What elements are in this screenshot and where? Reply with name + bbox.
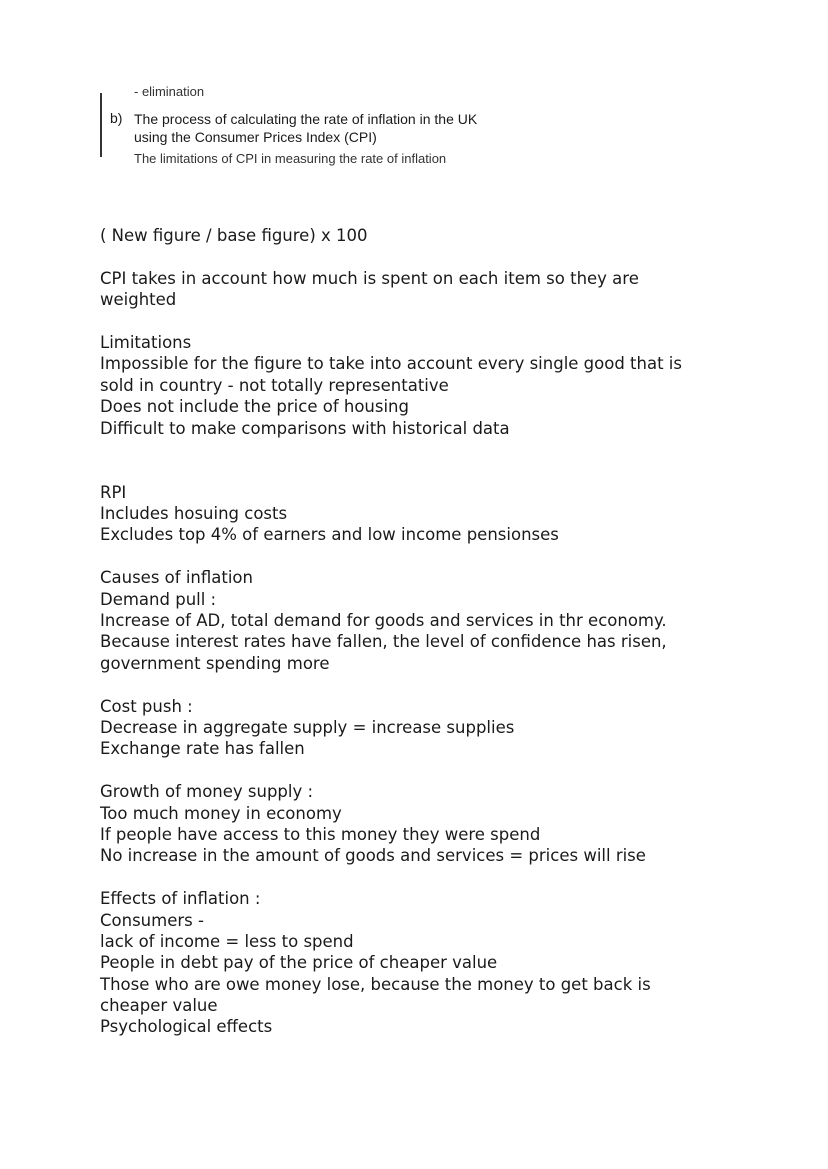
rpi-heading: RPI [100,482,127,502]
rpi-line-2: Excludes top 4% of earners and low income pensionses [100,525,559,545]
demand-pull-line-2: Because interest rates have fallen, the level of confidence has risen, [100,632,667,652]
effects-line-5: Psychological effects [100,1017,273,1037]
question-line-1: The process of calculating the rate of inflation in the UK [134,111,478,127]
effects-line-2: People in debt pay of the price of cheaper value [100,953,498,973]
demand-pull-line-1: Increase of AD, total demand for goods and services in thr economy. [100,611,667,631]
money-supply-label: Growth of money supply : [100,782,314,802]
money-supply-line-3: No increase in the amount of goods and services = prices will rise [100,846,646,866]
question-text [134,110,477,146]
snippet-left-border [100,93,102,157]
snippet-cut-line-top: - elimination [134,84,205,99]
demand-pull-label: Demand pull : [100,589,217,609]
effects-line-1: lack of income = less to spend [100,931,354,951]
formula-line: ( New figure / base figure) x 100 [100,226,368,245]
cost-push-label: Cost push : [100,696,193,716]
cost-push-line-1: Decrease in aggregate supply = increase supplies [100,717,515,737]
question-marker: b) [110,110,123,126]
cpi-weighting-line-2: weighted [100,290,177,310]
cost-push-line-2: Exchange rate has fallen [100,739,305,759]
question-snippet [100,84,530,166]
demand-pull-line-3: government spending more [100,653,330,673]
limitations-heading: Limitations [100,332,192,352]
snippet-cut-line-bottom: The limitations of CPI in measuring the rate of inflation [134,151,447,166]
rpi-line-1: Includes hosuing costs [100,504,288,524]
limitations-line-2: sold in country - not totally representative [100,375,449,395]
money-supply-line-2: If people have access to this money they were spend [100,824,541,844]
effects-line-3: Those who are owe money lose, because the money to get back is [100,974,651,994]
money-supply-line-1: Too much money in economy [100,803,342,823]
notes-body [100,225,800,1038]
causes-heading: Causes of inflation [100,568,253,588]
question-line-2: using the Consumer Prices Index (CPI) [134,129,377,145]
effects-line-4: cheaper value [100,996,218,1016]
effects-consumers-label: Consumers - [100,910,204,930]
cpi-weighting-line-1: CPI takes in account how much is spent on each item so they are [100,268,639,288]
limitations-line-4: Difficult to make comparisons with historical data [100,418,510,438]
limitations-line-3: Does not include the price of housing [100,397,409,417]
limitations-line-1: Impossible for the figure to take into account every single good that is [100,354,682,374]
effects-heading: Effects of inflation : [100,889,261,909]
